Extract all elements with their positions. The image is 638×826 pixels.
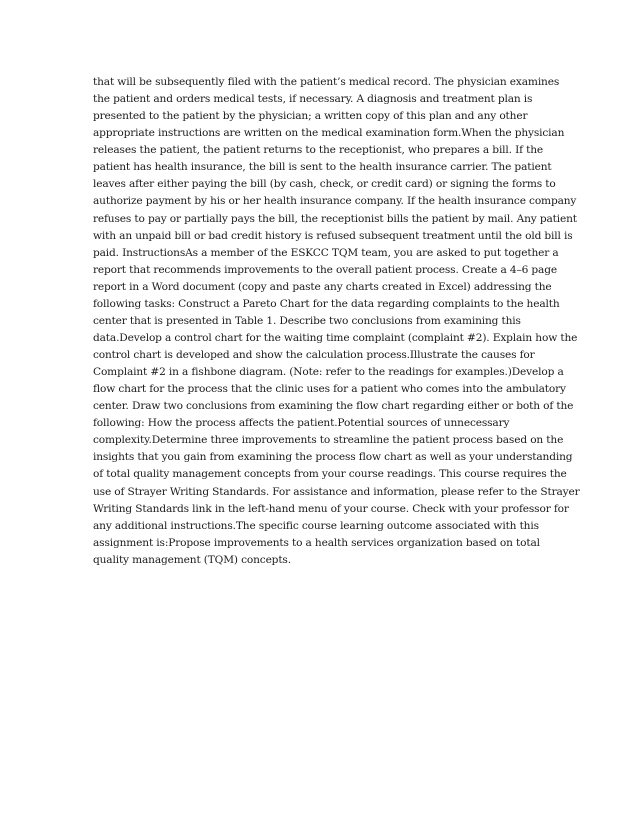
text-line: releases the patient, the patient returns to the receptionist, who prepares a bill. If the	[93, 144, 544, 157]
text-line: following tasks: Construct a Pareto Chart for the data regarding complaints to the health	[93, 297, 560, 310]
text-line: with an unpaid bill or bad credit history is refused subsequent treatment until the old bill is	[93, 229, 573, 242]
text-line: Writing Standards link in the left-hand menu of your course. Check with your professor for	[93, 502, 569, 515]
text-line: following: How the process affects the patient.Potential sources of unnecessary	[93, 417, 510, 430]
text-line: use of Strayer Writing Standards. For assistance and information, please refer to the Strayer	[93, 485, 580, 498]
text-line: presented to the patient by the physician; a written copy of this plan and any other	[93, 110, 528, 123]
text-line: report in a Word document (copy and paste any charts created in Excel) addressing the	[93, 280, 552, 293]
text-line: report that recommends improvements to the overall patient process. Create a 4–6 page	[93, 263, 557, 276]
text-line: flow chart for the process that the clinic uses for a patient who comes into the ambulatory	[93, 383, 566, 396]
text-line: that will be subsequently filed with the patient’s medical record. The physician examines	[93, 76, 560, 88]
text-line: data.Develop a control chart for the waiting time complaint (complaint #2). Explain how the	[93, 331, 578, 344]
text-line: assignment is:Propose improvements to a health services organization based on total	[93, 536, 540, 549]
body-text	[93, 74, 580, 569]
text-line: center that is presented in Table 1. Describe two conclusions from examining this	[93, 314, 521, 327]
text-line: quality management (TQM) concepts.	[93, 553, 291, 566]
text-line: refuses to pay or partially pays the bill, the receptionist bills the patient by mail. Any patient	[93, 212, 577, 225]
text-line: leaves after either paying the bill (by cash, check, or credit card) or signing the forms to	[93, 178, 556, 191]
text-line: insights that you gain from examining the process flow chart as well as your understanding	[93, 451, 573, 464]
text-line: any additional instructions.The specific course learning outcome associated with this	[93, 519, 539, 532]
text-line: of total quality management concepts from your course readings. This course requires the	[93, 468, 567, 481]
text-line: control chart is developed and show the calculation process.Illustrate the causes for	[93, 349, 535, 361]
text-line: complexity.Determine three improvements to streamline the patient process based on the	[93, 434, 564, 447]
text-line: patient has health insurance, the bill is sent to the health insurance carrier. The patient	[93, 161, 552, 174]
text-line: Complaint #2 in a fishbone diagram. (Note: refer to the readings for examples.)Develop a	[93, 366, 564, 379]
text-line: paid. InstructionsAs a member of the ESKCC TQM team, you are asked to put together a	[93, 246, 559, 259]
text-line: the patient and orders medical tests, if necessary. A diagnosis and treatment plan is	[93, 93, 533, 106]
text-line: center. Draw two conclusions from examining the flow chart regarding either or both of the	[93, 400, 574, 413]
text-line: appropriate instructions are written on the medical examination form.When the physician	[93, 127, 565, 140]
text-line: authorize payment by his or her health insurance company. If the health insurance company	[93, 195, 577, 208]
